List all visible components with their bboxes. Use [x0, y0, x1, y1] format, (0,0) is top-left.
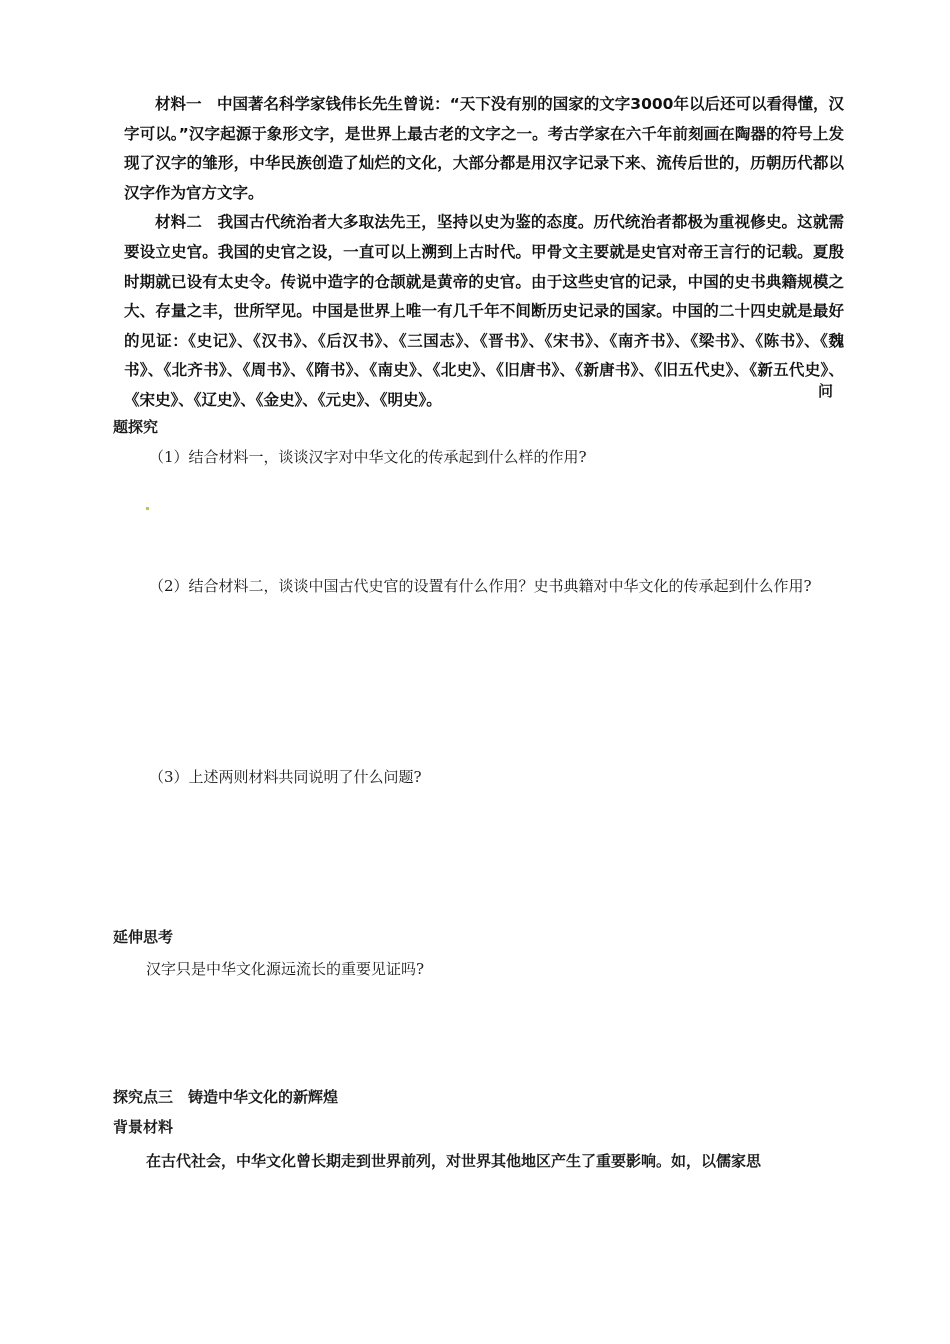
heading-question-exploration: 题探究	[113, 418, 159, 436]
heading-wen: 问	[818, 382, 834, 400]
heading-background-material: 背景材料	[113, 1118, 174, 1136]
material-two: 材料二 我国古代统治者大多取法先王，坚持以史为鉴的态度。历代统治者都极为重视修史。这就需要设立史官。我国的史官之设，一直可以上溯到上古时代。甲骨文主要就是史官对帝王言行的记载。夏殷时期就已设有太史令。传说中造字的仓颉就是黄帝的史官。由于这些史官的记录，中国的史书典籍规模之大、存量之丰，世所罕见。中国是世界上唯一有几千年不间断历史记录的国家。中国的二十四史就是最好的见证：《史记》、《汉书》、《后汉书》、《三国志》、《晋书》、《宋书》、《南齐书》、《梁书》、《陈书》、《魏书》、《北齐书》、《周书》、《隋书》、《南史》、《北史》、《旧唐书》、《新唐书》、《旧五代史》、《新五代史》、《宋史》、《辽史》、《金史》、《元史》、《明史》。	[124, 213, 844, 409]
heading-extension-thinking: 延伸思考	[113, 928, 174, 946]
scanned-materials	[124, 90, 844, 416]
background-paragraph: 在古代社会，中华文化曾长期走到世界前列，对世界其他地区产生了重要影响。如，以儒家思	[146, 1152, 762, 1170]
extension-question: 汉字只是中华文化源远流长的重要见证吗?	[146, 960, 425, 978]
heading-exploration-point-3: 探究点三 铸造中华文化的新辉煌	[113, 1088, 339, 1106]
material-one: 材料一 中国著名科学家钱伟长先生曾说：“天下没有别的国家的文字3000年以后还可以看得懂，汉字可以。”汉字起源于象形文字，是世界上最古老的文字之一。考古学家在六千年前刻画在陶器的符号上发现了汉字的雏形，中华民族创造了灿烂的文化，大部分都是用汉字记录下来、流传后世的，历朝历代都以汉字作为官方文字。	[124, 95, 844, 202]
question-1: （1）结合材料一，谈谈汉字对中华文化的传承起到什么样的作用?	[149, 448, 587, 466]
question-3: （3）上述两则材料共同说明了什么问题?	[149, 768, 422, 786]
speck-mark	[146, 507, 149, 510]
question-2: （2）结合材料二，谈谈中国古代史官的设置有什么作用？史书典籍对中华文化的传承起到什么作用?	[149, 577, 812, 595]
